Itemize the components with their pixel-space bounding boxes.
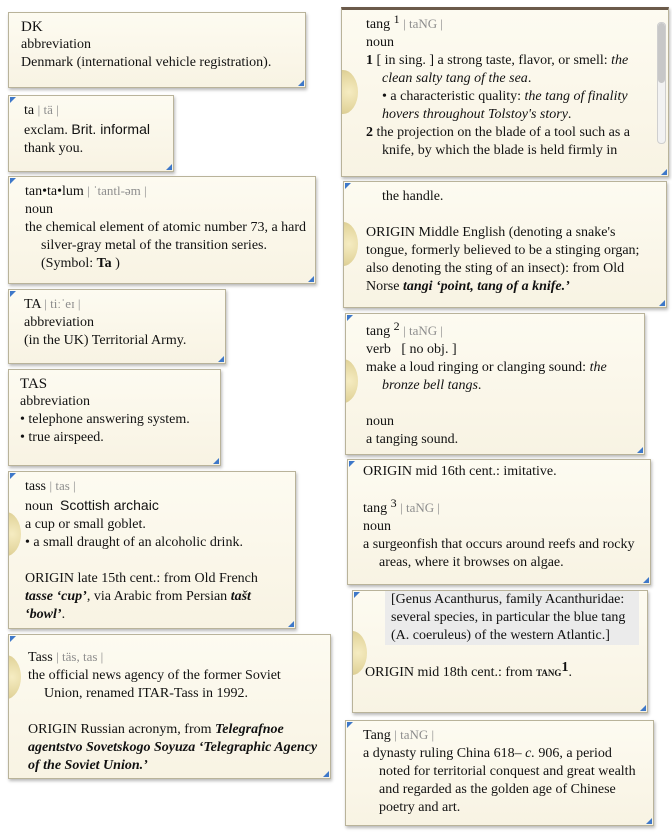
resize-corner-icon[interactable] (10, 178, 16, 184)
resize-corner-icon[interactable] (213, 458, 219, 464)
origin: ORIGIN Russian acronym, from Telegrafnoe agentstvo Sovetskogo Soyuza ‘Telegraphic Agency of the Soviet Union.’ (28, 722, 318, 773)
pronunciation: | taNG | (400, 500, 440, 515)
genus-note: [Genus Acanthurus, family Acanthuridae: several species, in particular the blue tang (A. coeruleus) of the western Atlantic.] (385, 591, 639, 645)
part-of-speech: abbreviation (21, 37, 91, 52)
resize-corner-icon[interactable] (659, 300, 665, 306)
part-of-speech: noun (25, 499, 53, 514)
scrollbar[interactable] (657, 22, 666, 144)
entry-ta-abbrev[interactable] (8, 289, 226, 364)
resize-corner-icon[interactable] (345, 183, 351, 189)
pronunciation: | ˈtantl-əm | (87, 183, 147, 198)
register: Brit. informal (71, 121, 150, 137)
magnifier-edge (345, 359, 358, 403)
definition-2: • true airspeed. (20, 430, 104, 445)
resize-corner-icon[interactable] (640, 705, 646, 711)
definition: the official news agency of the former Soviet Union, renamed ITAR-Tass in 1992. (28, 668, 281, 701)
entry-tass[interactable] (8, 471, 296, 629)
cross-reference-link[interactable]: tang (536, 664, 562, 679)
headword: Tang (363, 728, 391, 743)
part-of-speech-2: noun (366, 414, 394, 429)
headword: tan•ta•lum (25, 184, 84, 199)
magnifier-edge (343, 222, 358, 266)
definition: (in the UK) Territorial Army. (24, 333, 187, 348)
headword: Tass (28, 650, 53, 665)
origin: ORIGIN late 15th cent.: from Old French tasse ‘cup’, via Arabic from Persian tašt ‘bowl’. (25, 571, 258, 622)
sense-1: 1 [ in sing. ] a strong taste, flavor, or smell: the clean salty tang of the sea. (366, 53, 629, 86)
pronunciation: | täs, tas | (56, 649, 104, 664)
magnifier-edge (341, 70, 358, 114)
homograph-number: 1 (393, 12, 400, 26)
pronunciation: | taNG | (394, 727, 435, 742)
resize-corner-icon[interactable] (288, 621, 294, 627)
headword: tang (366, 17, 391, 32)
definition: thank you. (24, 141, 84, 156)
entry-tang-1[interactable] (341, 7, 669, 177)
definition-2: a tanging sound. (366, 432, 459, 447)
headword: DK (21, 19, 43, 35)
headword: tang (363, 501, 388, 516)
pronunciation: | taNG | (403, 323, 443, 338)
entry-tass-agency[interactable] (8, 634, 331, 779)
resize-corner-icon[interactable] (10, 291, 16, 297)
part-of-speech: noun (363, 519, 391, 534)
resize-corner-icon[interactable] (643, 577, 649, 583)
resize-corner-icon[interactable] (218, 356, 224, 362)
part-of-speech: noun (25, 202, 53, 217)
sense-2: 2 the projection on the blade of a tool such as a knife, by which the blade is held firmly in (366, 125, 630, 158)
scroll-thumb[interactable] (658, 23, 665, 83)
resize-corner-icon[interactable] (347, 315, 353, 321)
grammar-note: [ no obj. ] (401, 342, 457, 357)
headword: tang (366, 324, 391, 339)
definition: Denmark (international vehicle registration). (21, 55, 272, 70)
headword: TA (24, 297, 41, 312)
definition-1: a cup or small goblet. (25, 517, 146, 532)
register: Scottish archaic (60, 497, 159, 513)
definition: the chemical element of atomic number 73, a hard silver-gray metal of the transition series.(Symbol: (25, 220, 307, 271)
part-of-speech: abbreviation (20, 394, 90, 409)
part-of-speech: noun (366, 35, 394, 50)
headword: tass (25, 479, 46, 494)
resize-corner-icon[interactable] (349, 461, 355, 467)
definition: a surgeonfish that occurs around reefs and rocky areas, where it browses on algae. (363, 537, 635, 570)
symbol-close: ) (111, 256, 120, 271)
resize-corner-icon[interactable] (661, 169, 667, 175)
sense-2-continued: the handle. (382, 189, 444, 204)
entry-tang-2[interactable] (345, 313, 645, 455)
definition-1: • telephone answering system. (20, 412, 190, 427)
definition: make a loud ringing or clanging sound: the bronze bell tangs. (366, 360, 607, 393)
resize-corner-icon[interactable] (308, 276, 314, 282)
resize-corner-icon[interactable] (646, 818, 652, 824)
homograph-number: 3 (390, 496, 397, 510)
resize-corner-icon[interactable] (10, 473, 16, 479)
resize-corner-icon[interactable] (347, 722, 353, 728)
entry-tang-3[interactable] (347, 459, 651, 585)
origin: ORIGIN Middle English (denoting a snake's tongue, formerly believed to be a stinging organ; also denoting the sting of an insect): from Old Norse tangi ‘point, tang of a knife.’ (366, 225, 640, 294)
homograph-number: 2 (393, 319, 400, 333)
resize-corner-icon[interactable] (10, 97, 16, 103)
resize-corner-icon[interactable] (354, 592, 360, 598)
origin: ORIGIN mid 18th cent.: from tang1. (365, 660, 572, 680)
pronunciation: | tas | (49, 478, 76, 493)
definition-2: • a small draught of an alcoholic drink. (25, 535, 243, 550)
headword: ta (24, 103, 35, 118)
origin-prev: ORIGIN mid 16th cent.: imitative. (363, 464, 557, 479)
entry-tas[interactable] (8, 369, 221, 466)
resize-corner-icon[interactable] (166, 164, 172, 170)
entry-tang-dynasty[interactable] (345, 720, 654, 826)
definition: a dynasty ruling China 618– c. 906, a period noted for territorial conquest and great wealth and regarded as the golden age of Chinese poetry and art. (363, 746, 636, 815)
part-of-speech: abbreviation (24, 315, 94, 330)
entry-tantalum[interactable] (8, 176, 316, 284)
part-of-speech: exclam. (24, 123, 68, 138)
magnifier-edge (8, 655, 21, 699)
sense-1b: • a characteristic quality: the tang of finality hovers throughout Tolstoy's story. (382, 89, 628, 122)
headword: TAS (20, 376, 48, 392)
entry-tang-3-continued[interactable] (352, 590, 648, 713)
entry-dk[interactable] (8, 12, 306, 88)
magnifier-edge (8, 512, 21, 556)
pronunciation: | taNG | (403, 16, 443, 31)
resize-corner-icon[interactable] (637, 447, 643, 453)
pronunciation: | tä | (37, 102, 59, 117)
pronunciation: | tiːˈeɪ | (44, 296, 81, 311)
symbol: Ta (96, 256, 112, 271)
entry-tang-1-continued[interactable] (343, 181, 667, 308)
part-of-speech: verb (366, 342, 391, 357)
entry-ta-exclam[interactable] (8, 95, 174, 172)
resize-corner-icon[interactable] (298, 80, 304, 86)
resize-corner-icon[interactable] (10, 636, 16, 642)
resize-corner-icon[interactable] (323, 771, 329, 777)
